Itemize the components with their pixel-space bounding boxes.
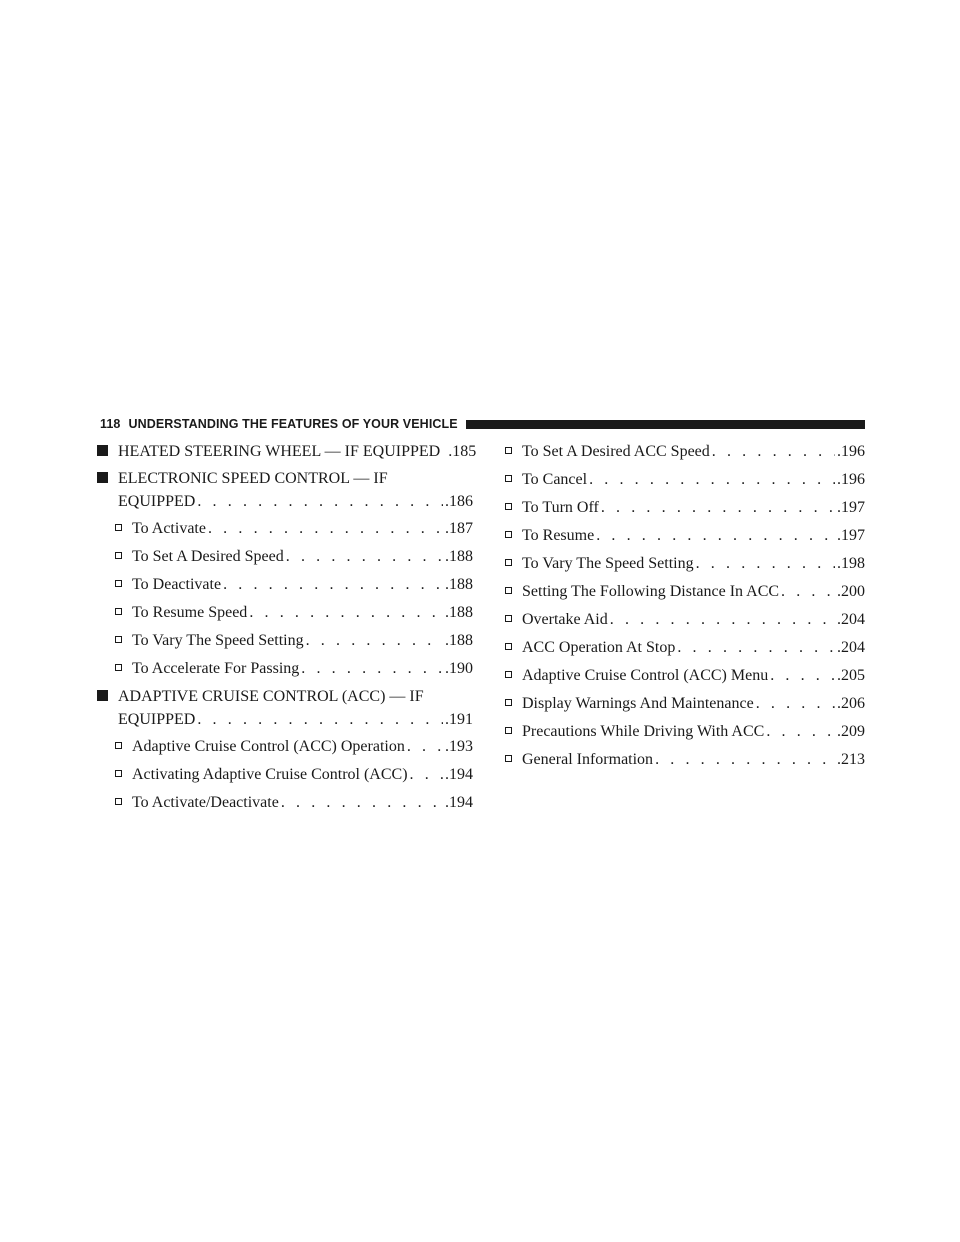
toc-entry-row [522, 748, 865, 771]
toc-entry-row [118, 440, 477, 463]
toc-entry-row [522, 468, 865, 491]
toc-subsection-entry[interactable] [505, 636, 865, 659]
toc-entry-row [132, 735, 473, 758]
toc-entry-row [132, 791, 473, 814]
leader-dots [249, 601, 443, 624]
toc-entry-label: To Cancel [522, 471, 588, 488]
toc-entry-label: Overtake Aid [522, 611, 608, 628]
leader-dots [281, 791, 443, 814]
leader-dots [766, 720, 835, 743]
hollow-square-bullet-icon [115, 742, 122, 749]
toc-entry-row [522, 580, 865, 603]
toc-entry-row [132, 573, 473, 596]
toc-entry-label: To Set A Desired Speed [132, 548, 284, 565]
toc-entry-row [522, 552, 865, 575]
toc-page-number: .187 [445, 520, 473, 537]
toc-page-number: .188 [445, 632, 473, 649]
hollow-square-bullet-icon [505, 699, 512, 706]
toc-subsection-entry[interactable] [505, 664, 865, 687]
hollow-square-bullet-icon [505, 643, 512, 650]
toc-entry-row [522, 608, 865, 631]
toc-entry-row [522, 720, 865, 743]
hollow-square-bullet-icon [505, 559, 512, 566]
toc-entry-label: To Resume Speed [132, 604, 248, 621]
hollow-square-bullet-icon [505, 671, 512, 678]
toc-entry-label: To Activate/Deactivate [132, 794, 279, 811]
toc-entry-label: To Resume [522, 527, 595, 544]
toc-subsection-entry[interactable] [115, 517, 473, 540]
square-bullet-icon [97, 445, 108, 456]
toc-entry-row [522, 692, 865, 715]
toc-entry-label: Activating Adaptive Cruise Control (ACC) [132, 766, 408, 783]
hollow-square-bullet-icon [115, 552, 122, 559]
toc-page-number: .191 [445, 711, 473, 728]
page-number: 118 [100, 417, 121, 431]
leader-dots [596, 524, 835, 547]
toc-page-number: .206 [837, 695, 865, 712]
toc-page-number: .188 [445, 604, 473, 621]
toc-entry-row [522, 664, 865, 687]
toc-entry-label: Setting The Following Distance In ACC [522, 583, 780, 600]
leader-dots [286, 545, 443, 568]
toc-entry-label: To Vary The Speed Setting [522, 555, 694, 572]
hollow-square-bullet-icon [505, 447, 512, 454]
toc-entry-row [118, 708, 473, 731]
toc-subsection-entry[interactable] [505, 552, 865, 575]
hollow-square-bullet-icon [115, 798, 122, 805]
toc-entry-label: To Vary The Speed Setting [132, 632, 304, 649]
toc-page-number: .196 [837, 471, 865, 488]
hollow-square-bullet-icon [115, 608, 122, 615]
toc-page-number: .188 [445, 576, 473, 593]
toc-entry-label: General Information [522, 751, 654, 768]
toc-page-number: .198 [837, 555, 865, 572]
toc-subsection-entry[interactable] [505, 608, 865, 631]
toc-entry-label: ACC Operation At Stop [522, 639, 676, 656]
toc-subsection-entry[interactable] [505, 748, 865, 771]
toc-subsection-entry[interactable] [505, 692, 865, 715]
leader-dots [589, 468, 835, 491]
header-rule [466, 420, 865, 429]
toc-entry-label: EQUIPPED [118, 711, 196, 728]
toc-page-number: .190 [445, 660, 473, 677]
toc-entry-label: To Deactivate [132, 576, 222, 593]
leader-dots [208, 517, 443, 540]
toc-entry-row [132, 657, 473, 680]
toc-subsection-entry[interactable] [115, 763, 473, 786]
toc-subsection-entry[interactable] [505, 440, 865, 463]
toc-page-number: .186 [445, 493, 473, 510]
toc-subsection-entry[interactable] [505, 496, 865, 519]
toc-page-number: .205 [837, 667, 865, 684]
toc-entry-label: To Accelerate For Passing [132, 660, 300, 677]
toc-entry-label: Display Warnings And Maintenance [522, 695, 754, 712]
leader-dots [781, 580, 835, 603]
toc-entry-label-line1: ELECTRONIC SPEED CONTROL — IF [118, 470, 388, 487]
leader-dots [197, 490, 443, 513]
hollow-square-bullet-icon [505, 503, 512, 510]
leader-dots [677, 636, 835, 659]
toc-subsection-entry[interactable] [115, 735, 473, 758]
leader-dots [410, 763, 443, 786]
toc-page-number: .194 [445, 766, 473, 783]
toc-page-number: .197 [837, 499, 865, 516]
toc-section-entry[interactable] [97, 440, 477, 463]
toc-page-number: .188 [445, 548, 473, 565]
hollow-square-bullet-icon [505, 755, 512, 762]
toc-page-number: .197 [837, 527, 865, 544]
leader-dots [601, 496, 835, 519]
toc-page-number: .209 [837, 723, 865, 740]
hollow-square-bullet-icon [505, 727, 512, 734]
toc-entry-label: HEATED STEERING WHEEL — IF EQUIPPED [118, 443, 441, 460]
toc-entry-row [522, 636, 865, 659]
leader-dots [655, 748, 835, 771]
toc-entry-label: Adaptive Cruise Control (ACC) Menu [522, 667, 769, 684]
toc-subsection-entry[interactable] [115, 657, 473, 680]
hollow-square-bullet-icon [115, 770, 122, 777]
leader-dots [696, 552, 835, 575]
toc-entry-row [118, 490, 473, 513]
hollow-square-bullet-icon [505, 475, 512, 482]
leader-dots [301, 657, 443, 680]
hollow-square-bullet-icon [115, 664, 122, 671]
toc-page-number: .193 [445, 738, 473, 755]
leader-dots [223, 573, 443, 596]
page-header [100, 413, 865, 435]
hollow-square-bullet-icon [505, 587, 512, 594]
square-bullet-icon [97, 690, 108, 701]
toc-page-number: .204 [837, 639, 865, 656]
toc-subsection-entry[interactable] [115, 573, 473, 596]
toc-entry-label: To Set A Desired ACC Speed [522, 443, 710, 460]
square-bullet-icon [97, 472, 108, 483]
toc-entry-label: Precautions While Driving With ACC [522, 723, 765, 740]
toc-left-column [97, 440, 477, 819]
toc-entry-row [132, 545, 473, 568]
toc-entry-label: To Activate [132, 520, 206, 537]
toc-entry-row [132, 629, 473, 652]
leader-dots [770, 664, 835, 687]
toc-page-number: .213 [837, 751, 865, 768]
toc-entry-row [132, 517, 473, 540]
leader-dots [306, 629, 443, 652]
section-title: UNDERSTANDING THE FEATURES OF YOUR VEHICLE [128, 417, 458, 431]
hollow-square-bullet-icon [115, 524, 122, 531]
toc-subsection-entry[interactable] [115, 545, 473, 568]
toc-entry-row [522, 440, 865, 463]
leader-dots [197, 708, 443, 731]
toc-subsection-entry[interactable] [505, 524, 865, 547]
toc-entry-label: EQUIPPED [118, 493, 196, 510]
toc-subsection-entry[interactable] [115, 791, 473, 814]
hollow-square-bullet-icon [115, 636, 122, 643]
toc-section-entry[interactable] [97, 685, 473, 731]
leader-dots [712, 440, 835, 463]
toc-subsection-entry[interactable] [505, 468, 865, 491]
toc-entry-label: To Turn Off [522, 499, 599, 516]
toc-subsection-entry[interactable] [505, 720, 865, 743]
toc-page-number: .200 [837, 583, 865, 600]
toc-right-column [505, 440, 865, 776]
toc-section-entry[interactable] [97, 467, 473, 513]
toc-page-number: .204 [837, 611, 865, 628]
toc-subsection-entry[interactable] [505, 580, 865, 603]
toc-entry-row [132, 763, 473, 786]
toc-entry-row [522, 496, 865, 519]
toc-entry-row [522, 524, 865, 547]
toc-page-number: .196 [837, 443, 865, 460]
toc-subsection-entry[interactable] [115, 629, 473, 652]
toc-page-number: .194 [445, 794, 473, 811]
leader-dots [407, 735, 443, 758]
toc-entry-label: Adaptive Cruise Control (ACC) Operation [132, 738, 405, 755]
leader-dots [610, 608, 835, 631]
toc-subsection-entry[interactable] [115, 601, 473, 624]
hollow-square-bullet-icon [505, 531, 512, 538]
toc-entry-label-line1: ADAPTIVE CRUISE CONTROL (ACC) — IF [118, 688, 424, 705]
hollow-square-bullet-icon [115, 580, 122, 587]
hollow-square-bullet-icon [505, 615, 512, 622]
toc-page-number: .185 [448, 443, 477, 460]
leader-dots [756, 692, 835, 715]
toc-entry-row [132, 601, 473, 624]
